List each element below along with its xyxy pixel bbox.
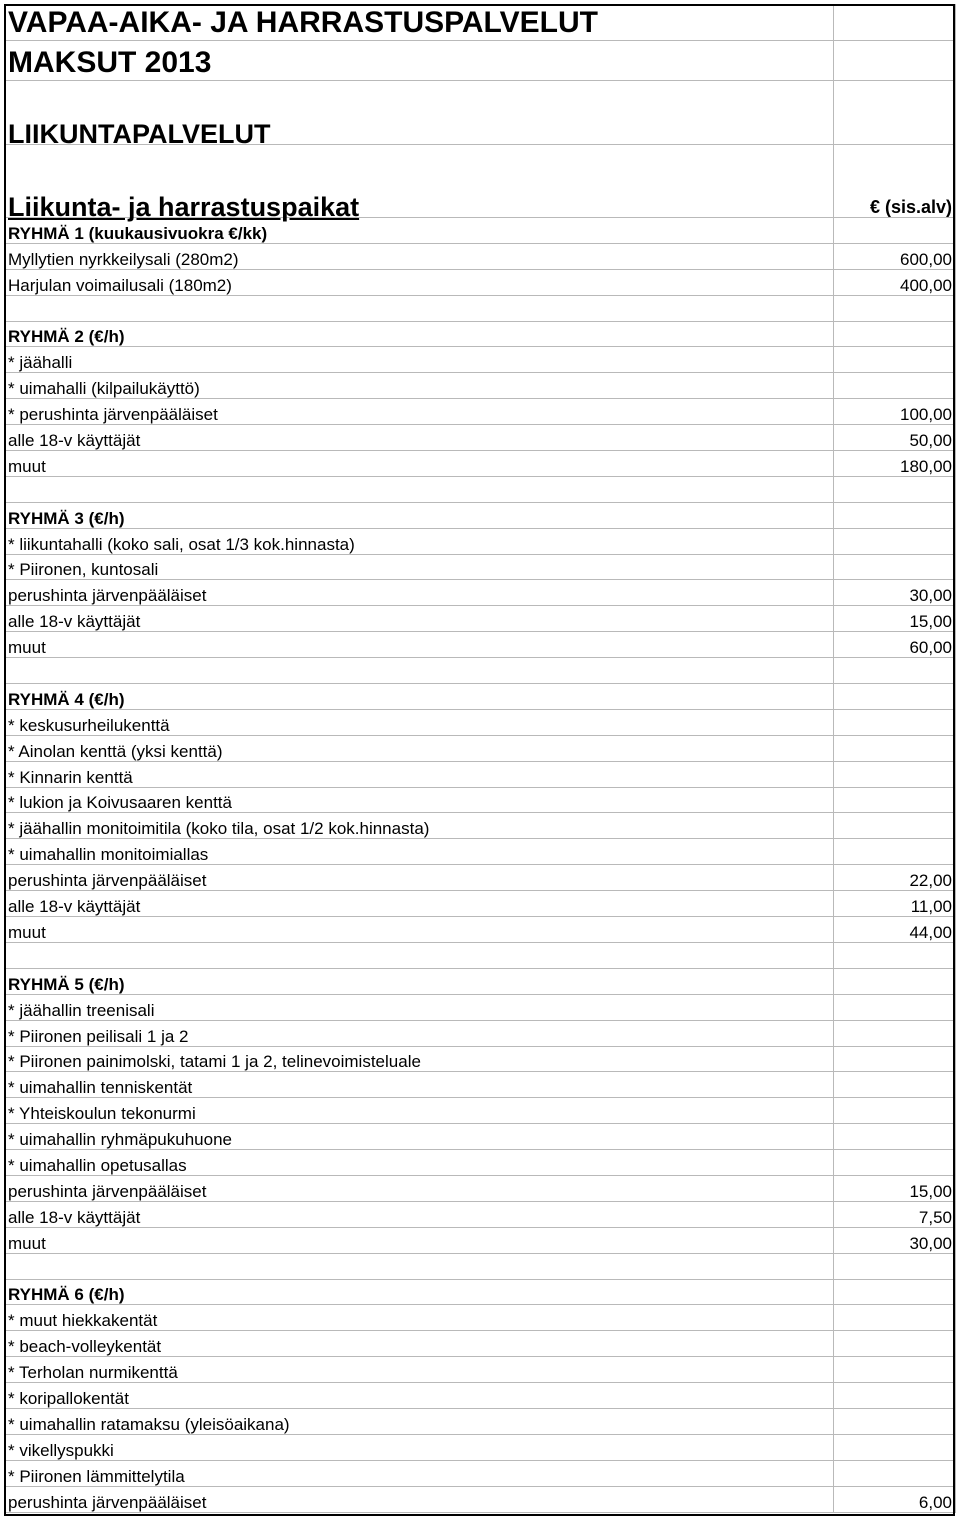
row-label (5, 942, 834, 968)
price-value: 11,00 (834, 891, 956, 917)
row-label: * uimahallin opetusallas (5, 1150, 834, 1176)
price-value: 30,00 (834, 580, 956, 606)
table-row (5, 1150, 956, 1176)
price-value (834, 502, 956, 528)
row-label: * vikellyspukki (5, 1434, 834, 1460)
row-label: alle 18-v käyttäjät (5, 425, 834, 451)
row-label: * Piironen lämmittelytila (5, 1460, 834, 1486)
price-value: 15,00 (834, 606, 956, 632)
table-row (5, 1124, 956, 1150)
price-value: 7,50 (834, 1201, 956, 1227)
table-row (5, 243, 956, 269)
price-value (834, 968, 956, 994)
title-row-1 (5, 5, 956, 41)
row-label: * jäähallin monitoimitila (koko tila, osat 1/2 kok.hinnasta) (5, 813, 834, 839)
row-label: * liikuntahalli (koko sali, osat 1/3 kok.hinnasta) (5, 528, 834, 554)
row-label (5, 476, 834, 502)
price-value: 600,00 (834, 243, 956, 269)
table-row (5, 580, 956, 606)
price-value: 60,00 (834, 632, 956, 658)
row-label: muut (5, 451, 834, 477)
price-value (834, 554, 956, 580)
price-value (834, 476, 956, 502)
table-row (5, 295, 956, 321)
price-value (834, 1305, 956, 1331)
row-label: alle 18-v käyttäjät (5, 891, 834, 917)
price-value (834, 218, 956, 244)
table-row (5, 813, 956, 839)
table-row (5, 1227, 956, 1253)
table-row (5, 1201, 956, 1227)
table-row (5, 968, 956, 994)
table-row (5, 1253, 956, 1279)
price-value (834, 813, 956, 839)
row-label: * lukion ja Koivusaaren kenttä (5, 787, 834, 813)
price-value (834, 1408, 956, 1434)
table-row (5, 632, 956, 658)
table-row (5, 269, 956, 295)
table-row (5, 1383, 956, 1409)
row-label: * Piironen painimolski, tatami 1 ja 2, telinevoimisteluale (5, 1046, 834, 1072)
row-label: * Kinnarin kenttä (5, 761, 834, 787)
row-label: * Piironen, kuntosali (5, 554, 834, 580)
empty-cell (834, 81, 956, 145)
row-label: * uimahallin ryhmäpukuhuone (5, 1124, 834, 1150)
price-value (834, 347, 956, 373)
table-row (5, 321, 956, 347)
subtitle: LIIKUNTAPALVELUT (5, 81, 834, 145)
group-heading: RYHMÄ 3 (€/h) (5, 502, 834, 528)
price-value: 15,00 (834, 1175, 956, 1201)
price-value (834, 761, 956, 787)
section-header-row (5, 145, 956, 218)
table-row (5, 1434, 956, 1460)
price-value: 22,00 (834, 865, 956, 891)
group-heading: RYHMÄ 2 (€/h) (5, 321, 834, 347)
price-value: 6,00 (834, 1486, 956, 1512)
table-row (5, 1020, 956, 1046)
table-row (5, 528, 956, 554)
title-row-2 (5, 41, 956, 81)
table-row (5, 399, 956, 425)
table-row (5, 347, 956, 373)
row-label: Myllytien nyrkkeilysali (280m2) (5, 243, 834, 269)
table-row (5, 451, 956, 477)
price-value: 100,00 (834, 399, 956, 425)
table-row (5, 1460, 956, 1486)
group-heading: RYHMÄ 5 (€/h) (5, 968, 834, 994)
price-value (834, 735, 956, 761)
title-line-2: MAKSUT 2013 (5, 41, 834, 81)
table-row (5, 787, 956, 813)
price-value (834, 1124, 956, 1150)
group-heading: RYHMÄ 1 (kuukausivuokra €/kk) (5, 218, 834, 244)
table-row (5, 554, 956, 580)
price-value: 44,00 (834, 917, 956, 943)
price-value (834, 684, 956, 710)
table-row (5, 476, 956, 502)
table-row (5, 1046, 956, 1072)
price-value (834, 1383, 956, 1409)
price-value (834, 1150, 956, 1176)
price-value (834, 295, 956, 321)
row-label: * uimahallin monitoimiallas (5, 839, 834, 865)
price-value (834, 942, 956, 968)
group-heading: RYHMÄ 6 (€/h) (5, 1279, 834, 1305)
price-value (834, 528, 956, 554)
row-label: * koripallokentät (5, 1383, 834, 1409)
table-row (5, 684, 956, 710)
table-row (5, 917, 956, 943)
row-label: alle 18-v käyttäjät (5, 606, 834, 632)
table-row (5, 839, 956, 865)
row-label: perushinta järvenpääläiset (5, 580, 834, 606)
table-row (5, 1072, 956, 1098)
table-row (5, 709, 956, 735)
row-label: * Ainolan kenttä (yksi kenttä) (5, 735, 834, 761)
table-row (5, 502, 956, 528)
price-value (834, 1357, 956, 1383)
row-label (5, 295, 834, 321)
table-row (5, 606, 956, 632)
price-value (834, 1253, 956, 1279)
row-label: * uimahallin tenniskentät (5, 1072, 834, 1098)
subtitle-row (5, 81, 956, 145)
price-value (834, 839, 956, 865)
price-value: 400,00 (834, 269, 956, 295)
price-sheet (4, 4, 956, 1513)
table-row (5, 1486, 956, 1512)
price-value (834, 1331, 956, 1357)
price-value (834, 1460, 956, 1486)
row-label: * Yhteiskoulun tekonurmi (5, 1098, 834, 1124)
table-row (5, 373, 956, 399)
table-row (5, 1408, 956, 1434)
price-value (834, 1434, 956, 1460)
table-row (5, 1279, 956, 1305)
table-row (5, 994, 956, 1020)
empty-cell (834, 41, 956, 81)
price-value (834, 1020, 956, 1046)
table-row (5, 942, 956, 968)
table-row (5, 1305, 956, 1331)
section-title: Liikunta- ja harrastuspaikat (5, 145, 834, 218)
price-value (834, 787, 956, 813)
table-row (5, 891, 956, 917)
price-value (834, 1098, 956, 1124)
price-value: 50,00 (834, 425, 956, 451)
row-label: * jäähallin treenisali (5, 994, 834, 1020)
row-label: perushinta järvenpääläiset (5, 865, 834, 891)
row-label: * perushinta järvenpääläiset (5, 399, 834, 425)
price-value (834, 658, 956, 684)
table-row (5, 425, 956, 451)
row-label: * beach-volleykentät (5, 1331, 834, 1357)
row-label (5, 658, 834, 684)
row-label: * uimahalli (kilpailukäyttö) (5, 373, 834, 399)
title-line-1: VAPAA-AIKA- JA HARRASTUSPALVELUT (5, 5, 834, 41)
price-value: 180,00 (834, 451, 956, 477)
currency-header: € (sis.alv) (834, 145, 956, 218)
row-label: alle 18-v käyttäjät (5, 1201, 834, 1227)
row-label: * jäähalli (5, 347, 834, 373)
row-label: * uimahallin ratamaksu (yleisöaikana) (5, 1408, 834, 1434)
row-label: muut (5, 917, 834, 943)
table-row (5, 761, 956, 787)
row-label: muut (5, 1227, 834, 1253)
row-label: * Terholan nurmikenttä (5, 1357, 834, 1383)
row-label: muut (5, 632, 834, 658)
row-label (5, 1253, 834, 1279)
price-value (834, 373, 956, 399)
row-label: * muut hiekkakentät (5, 1305, 834, 1331)
group-heading: RYHMÄ 4 (€/h) (5, 684, 834, 710)
table-row (5, 1175, 956, 1201)
table-row (5, 735, 956, 761)
table-row (5, 658, 956, 684)
price-value (834, 1279, 956, 1305)
price-value (834, 1046, 956, 1072)
row-label: * keskusurheilukenttä (5, 709, 834, 735)
price-value (834, 321, 956, 347)
row-label: perushinta järvenpääläiset (5, 1486, 834, 1512)
price-value (834, 994, 956, 1020)
price-value (834, 709, 956, 735)
table-row (5, 1098, 956, 1124)
table-row (5, 1331, 956, 1357)
table-row (5, 1357, 956, 1383)
empty-cell (834, 5, 956, 41)
row-label: Harjulan voimailusali (180m2) (5, 269, 834, 295)
table-row (5, 865, 956, 891)
row-label: * Piironen peilisali 1 ja 2 (5, 1020, 834, 1046)
price-value: 30,00 (834, 1227, 956, 1253)
row-label: perushinta järvenpääläiset (5, 1175, 834, 1201)
price-value (834, 1072, 956, 1098)
